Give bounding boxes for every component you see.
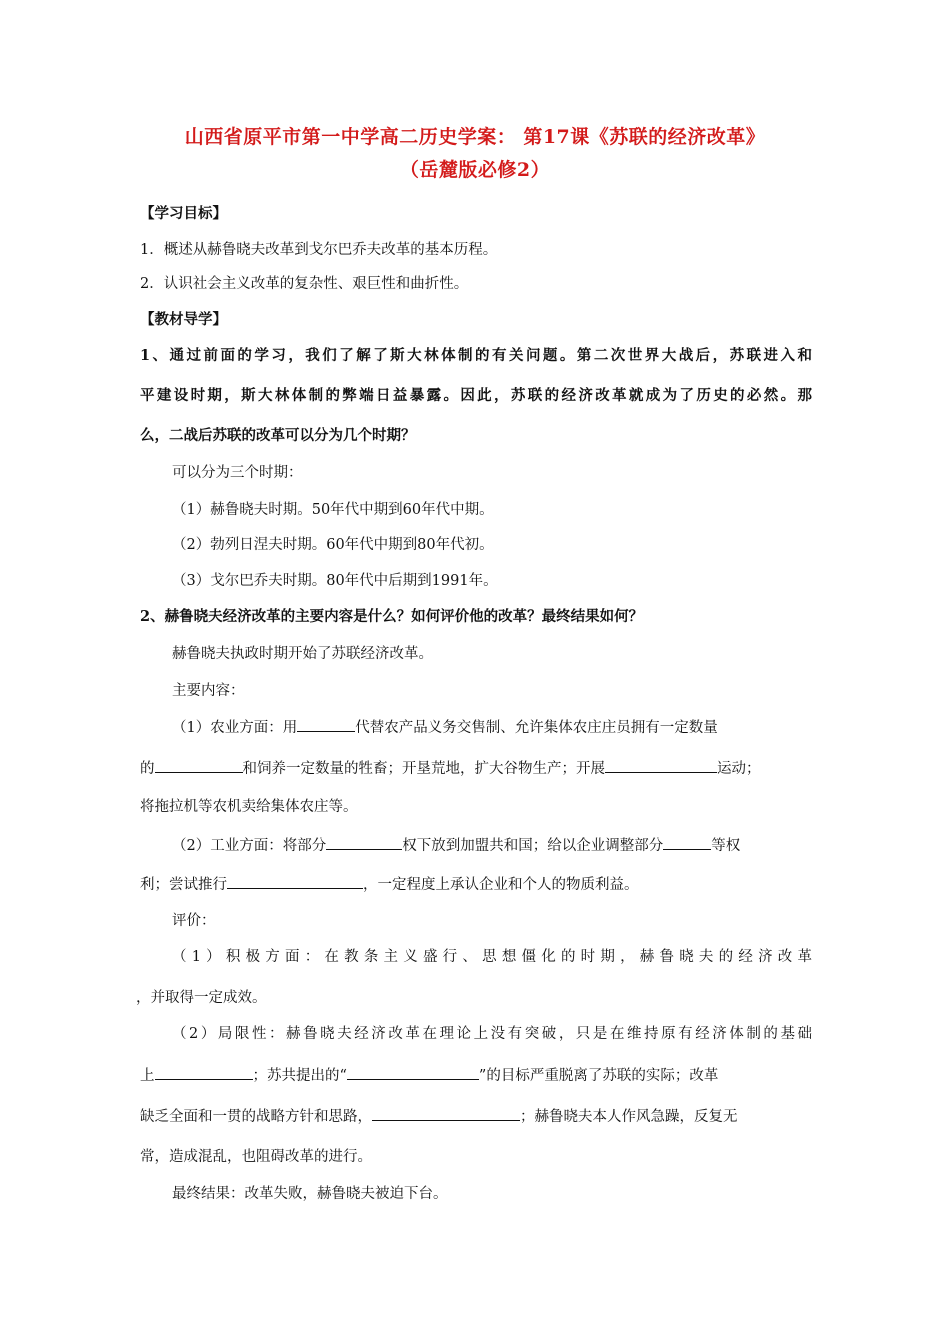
limits-text-d: ”的目标严重脱离了苏联的实际；改革: [478, 1068, 719, 1084]
fill-blank[interactable]: [155, 758, 243, 773]
agriculture-text-d: 和饲养一定数量的牲畜；开垦荒地，扩大谷物生产；开展: [242, 761, 605, 777]
objectives-heading: 【学习目标】: [140, 205, 227, 222]
agriculture-text-c: 的: [140, 761, 155, 777]
limits-text-c: ；苏共提出的“: [252, 1068, 347, 1084]
period-3: （3）戈尔巴乔夫时期。80年代中后期到1991年。: [172, 573, 498, 589]
agriculture-text-e: 运动；: [717, 761, 761, 777]
objective-item-2: 2．认识社会主义改革的复杂性、艰巨性和曲折性。: [140, 276, 469, 292]
fill-blank[interactable]: [227, 874, 363, 889]
document-title-line-2: （岳麓版必修2）: [399, 159, 551, 181]
fill-blank[interactable]: [663, 835, 711, 850]
question-1-line-3: 么，二战后苏联的改革可以分为几个时期？: [140, 427, 416, 444]
document-title-line-1: 山西省原平市第一中学高二历史学案： 第17课《苏联的经济改革》: [184, 126, 766, 148]
agriculture-text-b: 代替农产品义务交售制、允许集体农庄庄员拥有一定数量: [355, 720, 718, 736]
period-1: （1）赫鲁晓夫时期。50年代中期到60年代中期。: [172, 502, 494, 518]
limits-line-3: [140, 1106, 738, 1127]
fill-blank[interactable]: [155, 1065, 253, 1080]
answer-2-intro: 赫鲁晓夫执政时期开始了苏联经济改革。: [172, 646, 433, 662]
final-result: 最终结果：改革失败，赫鲁晓夫被迫下台。: [172, 1186, 448, 1202]
industry-text-b: 权下放到加盟共和国；给以企业调整部分: [402, 838, 664, 854]
industry-text-c: 等权: [711, 838, 741, 854]
positive-line-1: （1）积极方面：在教条主义盛行、思想僵化的时期，赫鲁晓夫的经济改革: [172, 949, 812, 965]
fill-blank[interactable]: [605, 758, 717, 773]
limits-text-b: 上: [140, 1068, 155, 1084]
fill-blank[interactable]: [297, 717, 355, 732]
industry-text-a: （2）工业方面：将部分: [172, 838, 327, 854]
period-2: （2）勃列日涅夫时期。60年代中期到80年代初。: [172, 537, 494, 553]
question-2: 2、赫鲁晓夫经济改革的主要内容是什么？如何评价他的改革？最终结果如何？: [140, 608, 644, 625]
agriculture-line-1: [172, 717, 718, 738]
question-1-line-1: 1、通过前面的学习，我们了解了斯大林体制的有关问题。第二次世界大战后，苏联进入和: [140, 347, 812, 364]
limits-line-1: （2）局限性：赫鲁晓夫经济改革在理论上没有突破，只是在维持原有经济体制的基础: [172, 1026, 812, 1042]
question-1-line-2: 平建设时期，斯大林体制的弊端日益暴露。因此，苏联的经济改革就成为了历史的必然。那: [140, 387, 812, 404]
evaluation-label: 评价：: [172, 913, 216, 929]
positive-line-2: ，并取得一定成效。: [136, 990, 267, 1006]
fill-blank[interactable]: [347, 1065, 479, 1080]
agriculture-line-2: [140, 758, 761, 779]
limits-text-f: ；赫鲁晓夫本人作风急躁，反复无: [520, 1109, 738, 1125]
limits-line-2: [140, 1065, 718, 1086]
answer-1-intro: 可以分为三个时期：: [172, 465, 303, 481]
industry-line-1: [172, 835, 740, 856]
limits-text-e: 缺乏全面和一贯的战略方针和思路，: [140, 1109, 372, 1125]
main-content-label: 主要内容：: [172, 683, 245, 699]
limits-line-4: 常，造成混乱，也阻碍改革的进行。: [140, 1149, 372, 1165]
industry-line-2: [140, 874, 639, 895]
agriculture-line-3: 将拖拉机等农机卖给集体农庄等。: [140, 799, 358, 815]
fill-blank[interactable]: [326, 835, 402, 850]
objective-item-1: 1．概述从赫鲁晓夫改革到戈尔巴乔夫改革的基本历程。: [140, 242, 498, 258]
industry-text-e: ，一定程度上承认企业和个人的物质利益。: [363, 877, 639, 893]
fill-blank[interactable]: [372, 1106, 520, 1121]
agriculture-text-a: （1）农业方面：用: [172, 720, 298, 736]
industry-text-d: 利；尝试推行: [140, 877, 227, 893]
guide-heading: 【教材导学】: [140, 311, 227, 328]
